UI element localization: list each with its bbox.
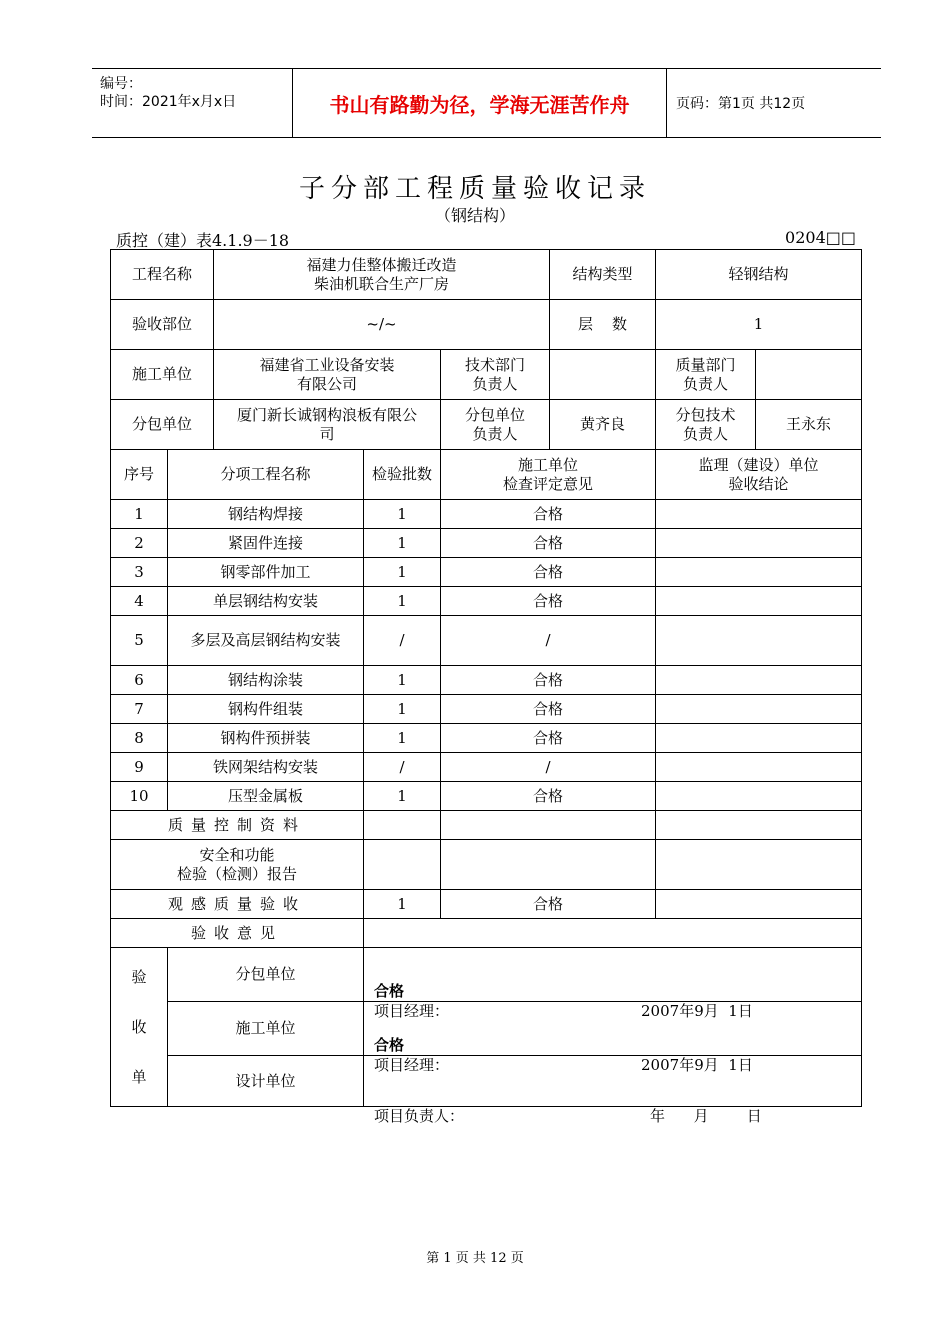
table-row [111, 587, 862, 616]
row-opinion: 合格 [441, 500, 656, 529]
acceptance-side-label [111, 948, 168, 1107]
sub-unit-signoff [364, 948, 862, 1020]
sub-head-label-line1: 分包单位 [465, 405, 526, 424]
structure-type-value: 轻钢结构 [656, 250, 862, 300]
tech-dept-label [441, 350, 550, 400]
col-supervisor [656, 450, 862, 500]
row-opinion: 合格 [441, 782, 656, 811]
document-subtitle: （钢结构） [434, 206, 515, 225]
row-seq: 5 [111, 616, 168, 666]
sub-tech-label [656, 400, 756, 450]
con-unit-label: 施工单位 [168, 1002, 364, 1056]
serial-label: 编号： [100, 76, 142, 92]
row-seq: 9 [111, 753, 168, 782]
con-date: 2007年9月 1日 [641, 1055, 753, 1074]
project-name-line2: 柴油机联合生产厂房 [314, 274, 450, 293]
table-row [111, 753, 862, 782]
row-name: 钢构件预拼装 [168, 724, 364, 753]
acceptance-opinion-row [111, 919, 862, 948]
floors-value: 1 [656, 300, 862, 350]
row-opinion: 合格 [441, 529, 656, 558]
row-batches: / [364, 616, 441, 666]
row-name: 多层及高层钢结构安装 [168, 616, 364, 666]
column-header-row [111, 450, 862, 500]
safety-label-line2: 检验（检测）报告 [177, 864, 298, 883]
appearance-row [111, 890, 862, 919]
row-seq: 7 [111, 695, 168, 724]
sub-tech-label-line2: 负责人 [683, 424, 729, 443]
row-batches: 1 [364, 500, 441, 529]
tech-dept-label-line1: 技术部门 [465, 355, 526, 374]
row-name: 紧固件连接 [168, 529, 364, 558]
info-row-subcontractor [111, 400, 862, 450]
form-code: 0204□□ [785, 228, 856, 247]
row-batches: 1 [364, 587, 441, 616]
row-name: 钢零部件加工 [168, 558, 364, 587]
row-seq: 3 [111, 558, 168, 587]
row-conclusion [656, 587, 862, 616]
row-name: 钢构件组装 [168, 695, 364, 724]
quality-docs-conclusion [656, 811, 862, 840]
info-row-contractor [111, 350, 862, 400]
project-name-value [214, 250, 550, 300]
col-supervisor-line1: 监理（建设）单位 [698, 455, 819, 474]
subcontractor-value [214, 400, 441, 450]
contractor-value [214, 350, 441, 400]
design-person: 项目负责人： [374, 1107, 465, 1125]
row-opinion: 合格 [441, 587, 656, 616]
table-row [111, 695, 862, 724]
row-opinion: 合格 [441, 724, 656, 753]
quality-docs-batches [364, 811, 441, 840]
table-row [111, 666, 862, 695]
row-batches: 1 [364, 529, 441, 558]
quality-docs-row [111, 811, 862, 840]
sub-head-value: 黄齐良 [550, 400, 656, 450]
safety-conclusion [656, 840, 862, 890]
quality-docs-opinion [441, 811, 656, 840]
tech-dept-label-line2: 负责人 [472, 374, 518, 393]
row-opinion: 合格 [441, 558, 656, 587]
sub-date: 2007年9月 1日 [641, 1001, 753, 1020]
row-conclusion [656, 500, 862, 529]
quality-dept-label-line2: 负责人 [683, 374, 729, 393]
acceptance-part-value: ~/~ [214, 300, 550, 350]
quality-dept-value [756, 350, 862, 400]
sub-head-label [441, 400, 550, 450]
info-row-project [111, 250, 862, 300]
form-number: 质控（建）表4.1.9－18 [116, 231, 290, 250]
col-batches: 检验批数 [364, 450, 441, 500]
page-header [92, 68, 881, 138]
contractor-line1: 福建省工业设备安装 [259, 355, 395, 374]
table-row [111, 558, 862, 587]
safety-batches [364, 840, 441, 890]
row-name: 钢结构涂装 [168, 666, 364, 695]
appearance-label: 观感质量验收 [111, 890, 364, 919]
col-contractor-opinion-line1: 施工单位 [518, 455, 579, 474]
design-date: 年 月 日 [650, 1107, 762, 1125]
sub-tech-value: 王永东 [756, 400, 862, 450]
structure-type-label: 结构类型 [550, 250, 656, 300]
row-batches: 1 [364, 724, 441, 753]
row-conclusion [656, 753, 862, 782]
safety-row [111, 840, 862, 890]
row-conclusion [656, 666, 862, 695]
quality-docs-label: 质量控制资料 [111, 811, 364, 840]
appearance-opinion: 合格 [441, 890, 656, 919]
col-contractor-opinion-line2: 检查评定意见 [503, 474, 594, 493]
acceptance-part-label: 验收部位 [111, 300, 214, 350]
row-conclusion [656, 782, 862, 811]
sub-manager: 项目经理： [374, 1001, 450, 1020]
design-unit-label: 设计单位 [168, 1056, 364, 1107]
row-conclusion [656, 529, 862, 558]
contractor-label: 施工单位 [111, 350, 214, 400]
quality-dept-label [656, 350, 756, 400]
acceptance-table [110, 249, 862, 1125]
sub-tech-label-line1: 分包技术 [675, 405, 736, 424]
row-name: 铁网架结构安装 [168, 753, 364, 782]
quality-dept-label-line1: 质量部门 [675, 355, 736, 374]
row-batches: 1 [364, 695, 441, 724]
row-batches: 1 [364, 782, 441, 811]
row-conclusion [656, 724, 862, 753]
acceptance-opinion-label: 验收意见 [111, 919, 364, 948]
row-seq: 1 [111, 500, 168, 529]
document-title: 子分部工程质量验收记录 [298, 174, 651, 204]
safety-label [111, 840, 364, 890]
table-row [111, 616, 862, 666]
row-conclusion [656, 616, 862, 666]
row-seq: 8 [111, 724, 168, 753]
header-meta [92, 69, 292, 137]
sub-head-label-line2: 负责人 [472, 424, 518, 443]
row-name: 单层钢结构安装 [168, 587, 364, 616]
acceptance-opinion-value [364, 919, 862, 948]
row-opinion: / [441, 616, 656, 666]
acceptance-side-3: 单 [131, 1068, 147, 1086]
row-name: 压型金属板 [168, 782, 364, 811]
row-conclusion [656, 695, 862, 724]
contractor-line2: 有限公司 [297, 374, 358, 393]
sub-result: 合格 [374, 981, 405, 1000]
col-seq: 序号 [111, 450, 168, 500]
page-footer: 第 1 页 共 12 页 [426, 1251, 524, 1266]
safety-opinion [441, 840, 656, 890]
project-name-line1: 福建力佳整体搬迁改造 [306, 255, 457, 274]
row-seq: 10 [111, 782, 168, 811]
project-name-label: 工程名称 [111, 250, 214, 300]
appearance-batches: 1 [364, 890, 441, 919]
row-batches: / [364, 753, 441, 782]
appearance-conclusion [656, 890, 862, 919]
con-result: 合格 [374, 1035, 405, 1054]
table-row [111, 500, 862, 529]
acceptance-row-sub [111, 948, 862, 1002]
row-conclusion [656, 558, 862, 587]
row-opinion: 合格 [441, 666, 656, 695]
safety-label-line1: 安全和功能 [199, 845, 275, 864]
col-contractor-opinion [441, 450, 656, 500]
row-batches: 1 [364, 558, 441, 587]
row-seq: 4 [111, 587, 168, 616]
header-page-info: 页码：第1页 共12页 [676, 96, 806, 112]
row-seq: 2 [111, 529, 168, 558]
subcontractor-line1: 厦门新长诚钢构浪板有限公 [237, 405, 418, 424]
row-opinion: / [441, 753, 656, 782]
row-seq: 6 [111, 666, 168, 695]
col-supervisor-line2: 验收结论 [728, 474, 789, 493]
floors-label: 层 数 [550, 300, 656, 350]
time-label: 时间：2021年x月x日 [100, 94, 237, 110]
subcontractor-label: 分包单位 [111, 400, 214, 450]
acceptance-side-2: 收 [131, 1018, 147, 1036]
sub-unit-label: 分包单位 [168, 948, 364, 1002]
row-opinion: 合格 [441, 695, 656, 724]
header-motto: 书山有路勤为径，学海无涯苦作舟 [292, 69, 667, 137]
info-row-part [111, 300, 862, 350]
table-row [111, 529, 862, 558]
col-item-name: 分项工程名称 [168, 450, 364, 500]
table-row [111, 724, 862, 753]
tech-dept-value [550, 350, 656, 400]
row-name: 钢结构焊接 [168, 500, 364, 529]
row-batches: 1 [364, 666, 441, 695]
con-manager: 项目经理： [374, 1055, 450, 1074]
table-row [111, 782, 862, 811]
acceptance-side-1: 验 [131, 968, 147, 986]
subcontractor-line2: 司 [319, 424, 335, 443]
